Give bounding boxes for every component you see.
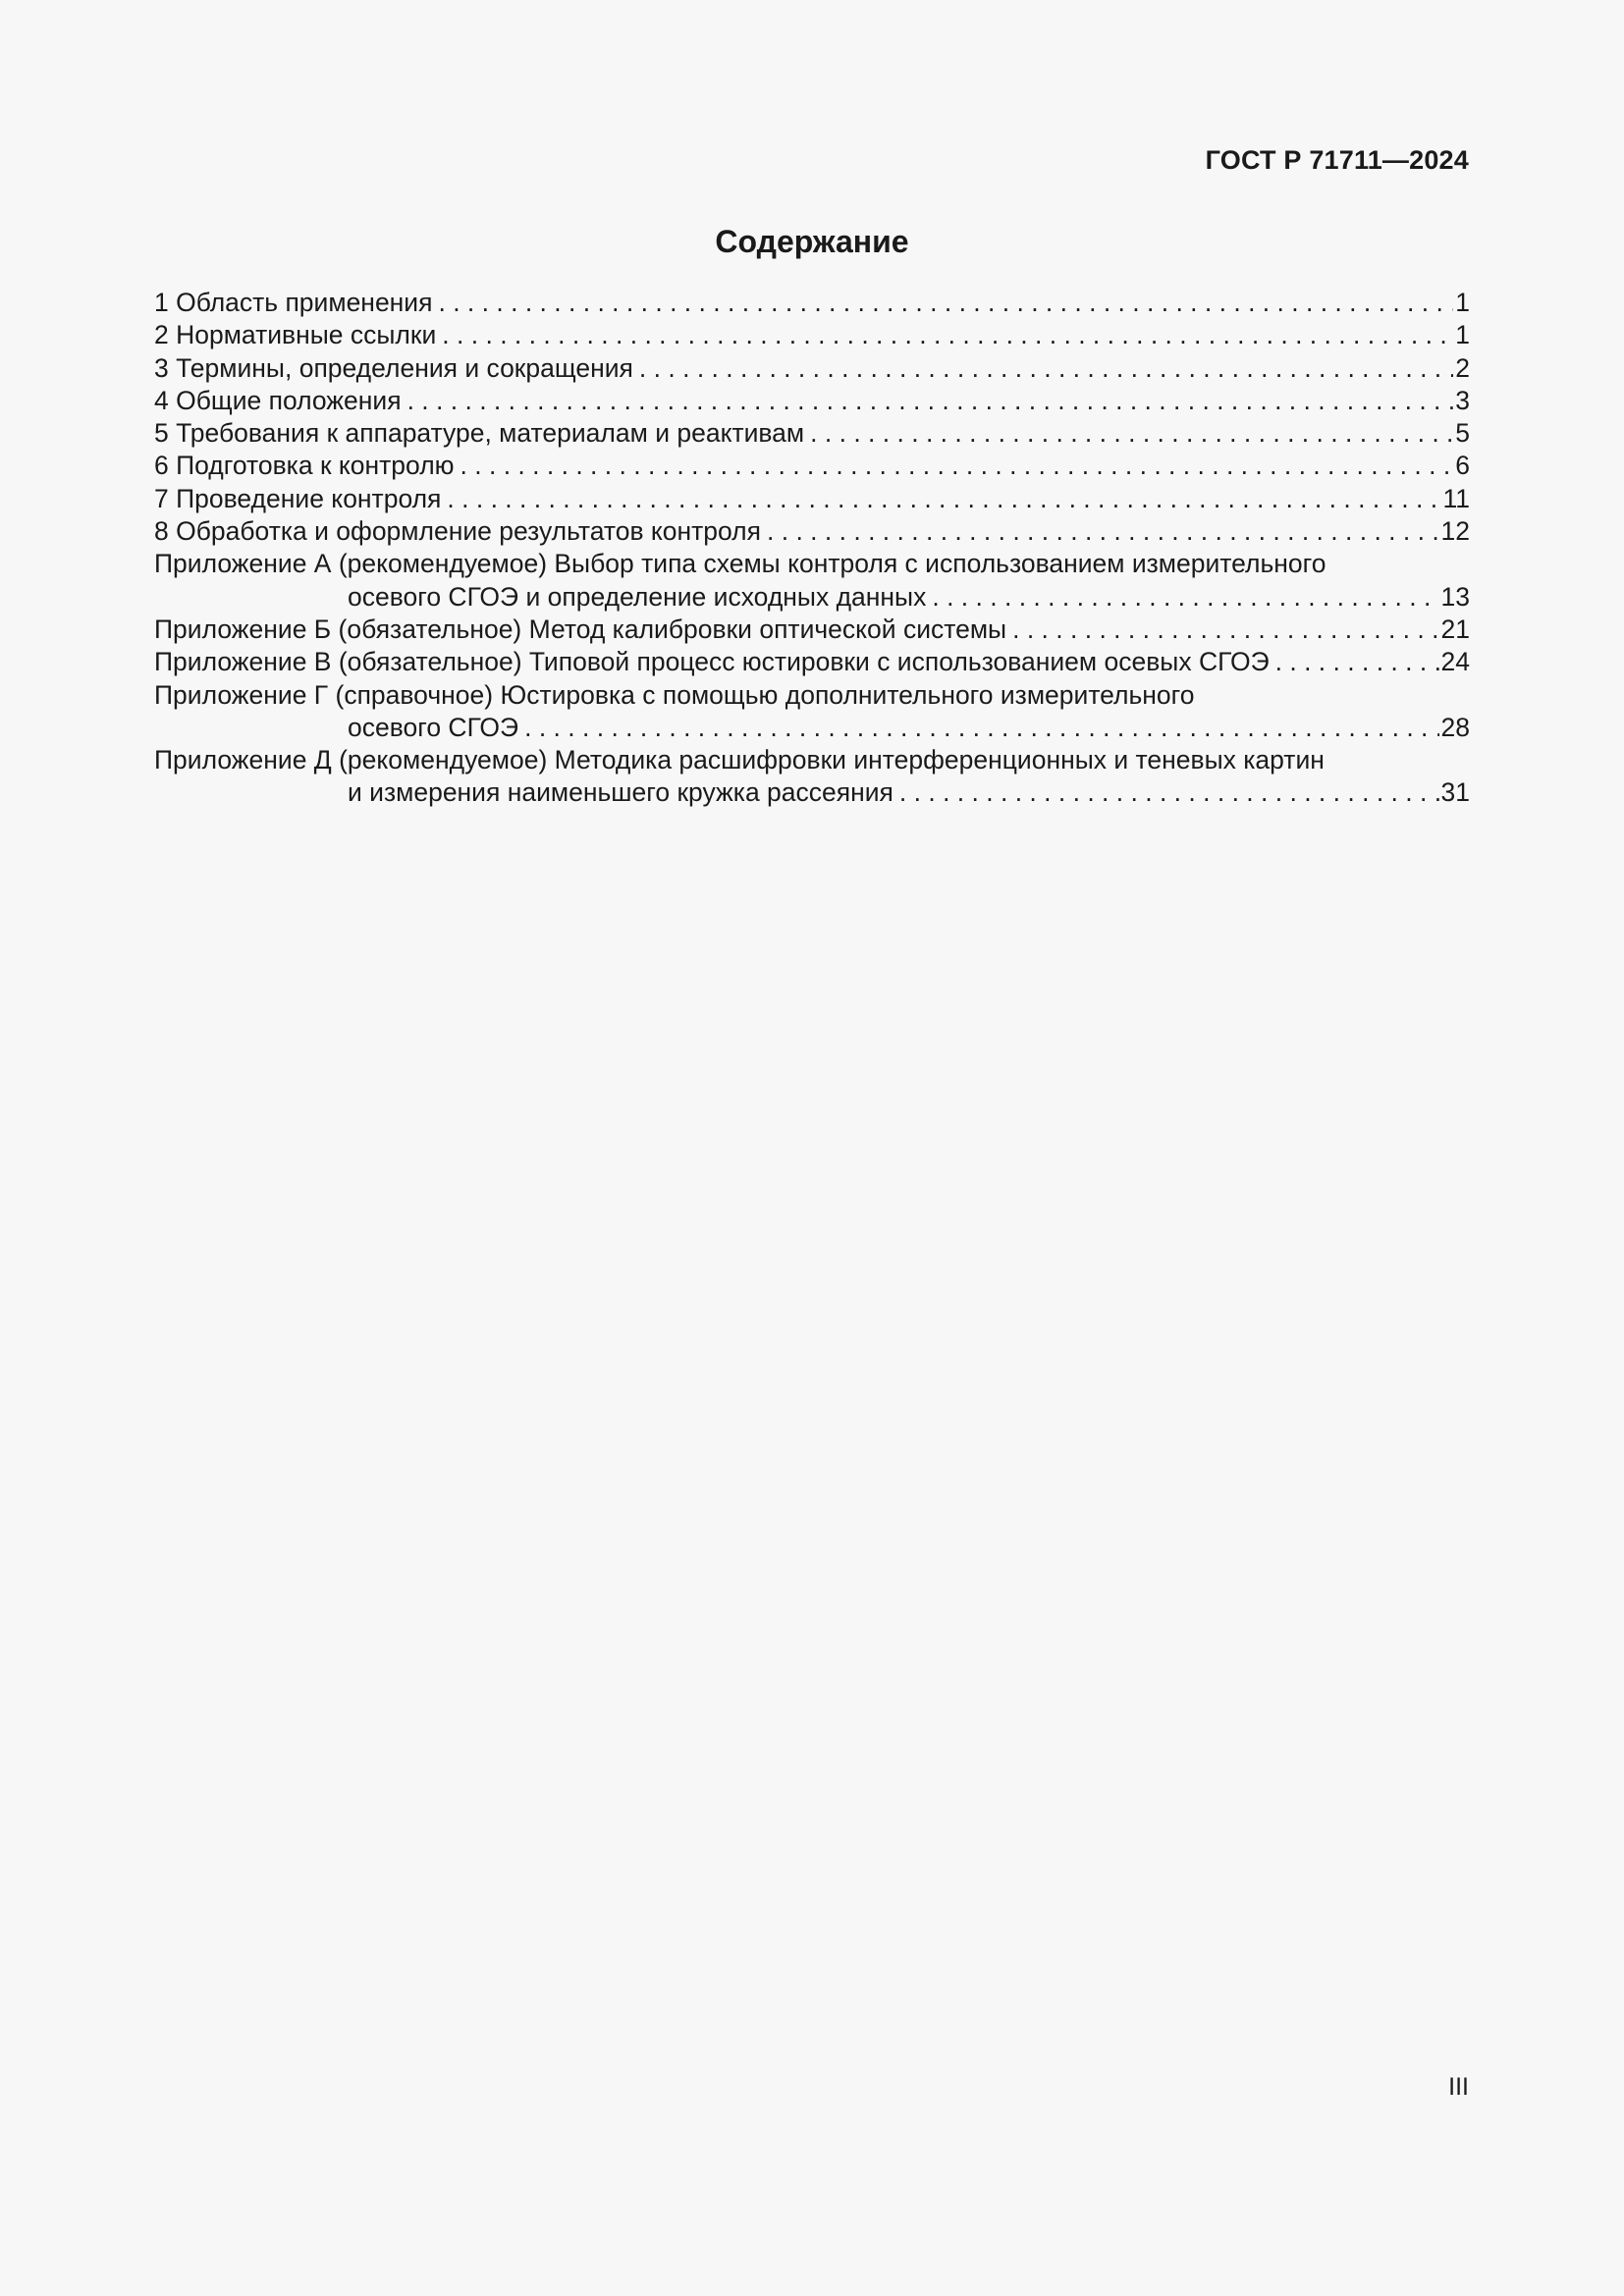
- page-number: III: [1448, 2073, 1469, 2101]
- toc-entry-text: Приложение В (обязательное) Типовой процесс юстировки с использованием осевых СГОЭ: [154, 647, 1270, 677]
- toc-leader-dots: [767, 515, 1439, 548]
- toc-entry-line: [154, 385, 1470, 417]
- toc-entry-line: [154, 646, 1470, 678]
- toc-leader-dots: [639, 352, 1453, 385]
- toc-entry[interactable]: [154, 515, 1470, 548]
- toc-leader-dots: [1012, 614, 1438, 646]
- toc-entry-page: 6: [1455, 451, 1470, 481]
- toc-entry-line: [154, 417, 1470, 450]
- toc-entry-line: [154, 352, 1470, 385]
- toc-entry[interactable]: [154, 287, 1470, 319]
- toc-entry-text: 5 Требования к аппаратуре, материалам и реактивам: [154, 418, 805, 449]
- toc-entry[interactable]: [154, 548, 1470, 614]
- toc-entry-line: [154, 679, 1470, 712]
- toc-entry-text: Приложение Г (справочное) Юстировка с помощью дополнительного измерительного: [154, 679, 1195, 710]
- toc-entry-line: [154, 515, 1470, 548]
- toc-entry-text: осевого СГОЭ и определение исходных данных: [348, 581, 927, 612]
- toc-entry-line: [154, 712, 1470, 744]
- toc-entry-line: [154, 319, 1470, 351]
- toc-entry-text: 7 Проведение контроля: [154, 483, 442, 513]
- toc-leader-dots: [447, 483, 1440, 515]
- toc-leader-dots: [460, 450, 1454, 482]
- toc-leader-dots: [932, 581, 1438, 614]
- toc-title: Содержание: [715, 224, 909, 259]
- toc-entry-page: 13: [1440, 581, 1470, 612]
- toc-entry-page: 2: [1455, 352, 1470, 383]
- toc-entry-line: [154, 744, 1470, 776]
- toc-entry[interactable]: [154, 646, 1470, 678]
- toc-entry-line: [154, 450, 1470, 482]
- toc-leader-dots: [442, 319, 1453, 351]
- toc-entry-text: осевого СГОЭ: [348, 712, 519, 742]
- toc-leader-dots: [438, 287, 1453, 319]
- toc-entry[interactable]: [154, 450, 1470, 482]
- toc-entry-line: [154, 287, 1470, 319]
- toc-entry-line: [154, 483, 1470, 515]
- toc-leader-dots: [1275, 646, 1439, 678]
- toc-entry-page: 31: [1440, 777, 1470, 808]
- toc-entry[interactable]: [154, 744, 1470, 810]
- toc-leader-dots: [407, 385, 1454, 417]
- toc-entry-page: 28: [1440, 712, 1470, 742]
- document-code: ГОСТ Р 71711—2024: [1205, 145, 1469, 175]
- toc-entry-page: 3: [1455, 385, 1470, 415]
- toc-entry-text: 4 Общие положения: [154, 385, 402, 415]
- toc-entry[interactable]: [154, 679, 1470, 745]
- toc-entry-text: 6 Подготовка к контролю: [154, 451, 455, 481]
- toc-leader-dots: [899, 776, 1439, 809]
- toc-entry-page: 1: [1455, 320, 1470, 350]
- toc-entry-page: 11: [1442, 483, 1470, 513]
- toc-entry-text: 1 Область применения: [154, 288, 433, 317]
- table-of-contents: [154, 287, 1470, 810]
- toc-entry-line: [154, 548, 1470, 580]
- toc-leader-dots: [810, 417, 1453, 450]
- toc-entry-page: 21: [1440, 614, 1470, 644]
- toc-leader-dots: [524, 712, 1438, 744]
- toc-entry[interactable]: [154, 417, 1470, 450]
- toc-entry[interactable]: [154, 385, 1470, 417]
- toc-entry-text: и измерения наименьшего кружка рассеяния: [348, 777, 893, 808]
- toc-entry-page: 1: [1455, 288, 1470, 317]
- toc-entry-text: 8 Обработка и оформление результатов контроля: [154, 516, 761, 547]
- toc-entry-text: Приложение Д (рекомендуемое) Методика расшифровки интерференционных и теневых картин: [154, 745, 1325, 775]
- toc-entry-line: [154, 614, 1470, 646]
- toc-entry-text: Приложение А (рекомендуемое) Выбор типа схемы контроля с использованием измерительного: [154, 549, 1326, 579]
- toc-entry-text: 2 Нормативные ссылки: [154, 320, 437, 350]
- toc-entry-line: [154, 581, 1470, 614]
- toc-entry-text: Приложение Б (обязательное) Метод калибровки оптической системы: [154, 614, 1007, 644]
- toc-entry-line: [154, 776, 1470, 809]
- toc-entry[interactable]: [154, 614, 1470, 646]
- toc-entry[interactable]: [154, 352, 1470, 385]
- toc-entry[interactable]: [154, 319, 1470, 351]
- toc-entry-page: 5: [1455, 418, 1470, 449]
- toc-entry-text: 3 Термины, определения и сокращения: [154, 352, 633, 383]
- toc-entry[interactable]: [154, 483, 1470, 515]
- toc-entry-page: 12: [1440, 516, 1470, 547]
- toc-entry-page: 24: [1440, 647, 1470, 677]
